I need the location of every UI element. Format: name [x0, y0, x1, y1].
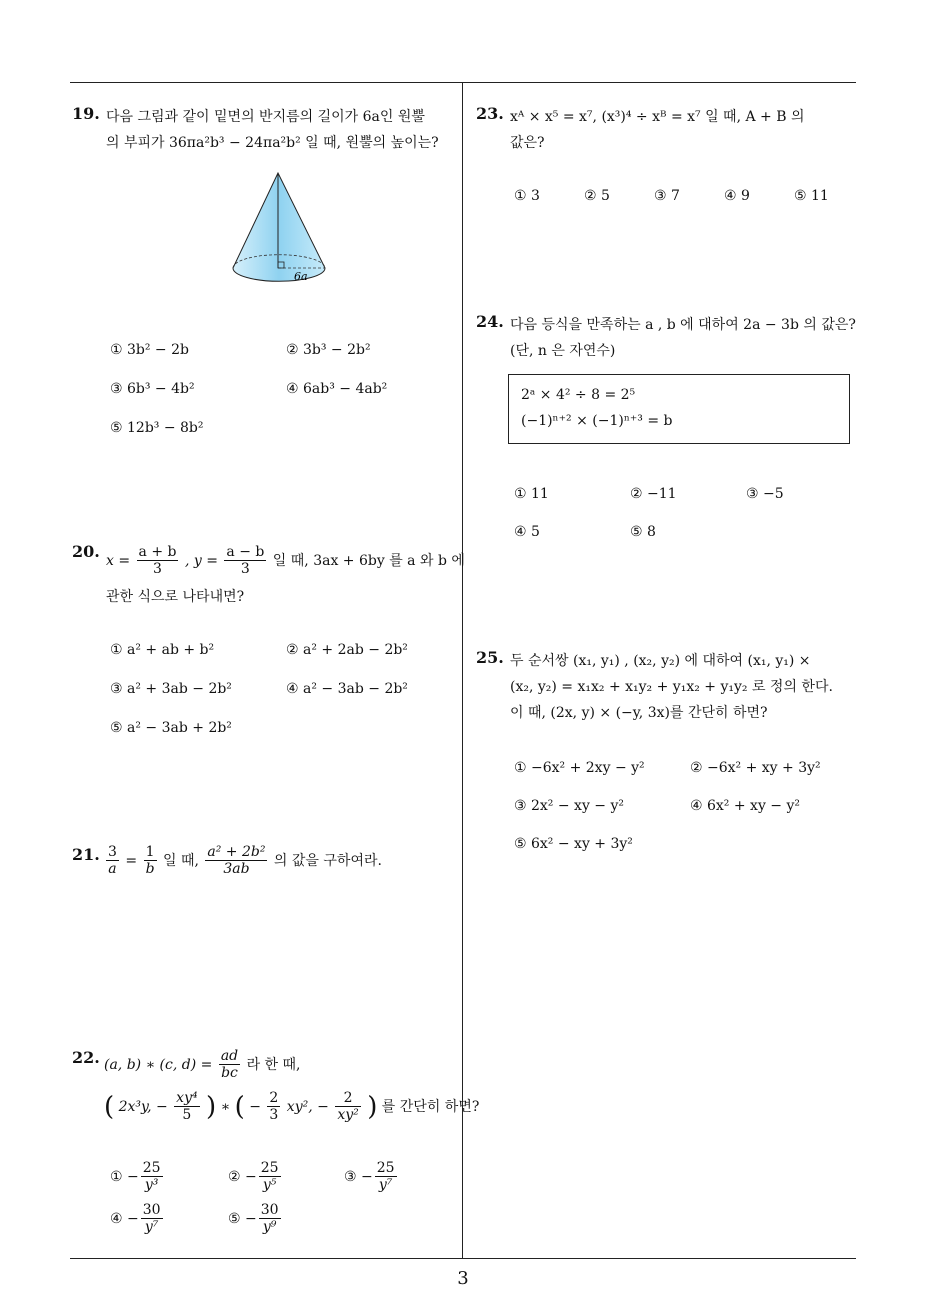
question-25-text-line2: (x₂, y₂) = x₁x₂ + x₁y₂ + y₁x₂ + y₁y₂ 로 정의 한다.	[510, 679, 833, 695]
question-23-text-line2: 값은?	[510, 135, 545, 151]
q24-equation-1: 2ᵃ × 4² ÷ 8 = 2⁵	[521, 387, 636, 403]
q19-option-3[interactable]: ③ 6b³ − 4b²	[110, 381, 195, 397]
question-20-text-line2: 관한 식으로 나타내면?	[106, 589, 245, 605]
frac-numerator: 25	[376, 1160, 395, 1176]
q21-tail: 의 값을 구하여라.	[273, 852, 382, 869]
q25-option-4[interactable]: ④ 6x² + xy − y²	[690, 798, 801, 814]
frac-numerator: a − b	[226, 544, 265, 560]
cone-figure	[226, 168, 336, 286]
question-23-number: 23.	[476, 104, 504, 123]
q25-option-5[interactable]: ⑤ 6x² − xy + 3y²	[514, 836, 633, 852]
question-19-text-line1: 다음 그림과 같이 밑면의 반지름의 길이가 6a인 원뿔	[106, 109, 425, 125]
q23-option-5[interactable]: ⑤ 11	[794, 188, 829, 204]
frac-denominator: y⁷	[141, 1218, 163, 1236]
q23-option-3[interactable]: ③ 7	[654, 188, 680, 204]
left-paren-2: (	[234, 1091, 245, 1122]
frac-denominator: 3	[269, 1107, 279, 1124]
question-24-number: 24.	[476, 312, 504, 331]
frac-denominator: 3	[137, 560, 179, 578]
question-25-text-line1: 두 순서쌍 (x₁, y₁) , (x₂, y₂) 에 대하여 (x₁, y₁) ×	[510, 653, 811, 669]
column-divider	[462, 83, 463, 1259]
page-number: 3	[457, 1268, 469, 1289]
q19-option-5[interactable]: ⑤ 12b³ − 8b²	[110, 420, 204, 436]
q22-option-5[interactable]	[228, 1202, 283, 1236]
frac-numerator: 2	[343, 1090, 353, 1106]
option-frac	[375, 1160, 397, 1194]
frac-denominator: y⁹	[259, 1218, 281, 1236]
frac-numerator: 3	[108, 844, 117, 860]
q23-option-4[interactable]: ④ 9	[724, 188, 750, 204]
q19-option-1[interactable]: ① 3b² − 2b	[110, 342, 189, 358]
frac-numerator: xy⁴	[176, 1090, 198, 1106]
frac-denominator: xy²	[337, 1107, 359, 1124]
frac-denominator: bc	[219, 1064, 240, 1082]
frac-denominator: 3ab	[205, 860, 267, 878]
q20-x-frac	[137, 544, 179, 578]
q20-option-3[interactable]: ③ a² + 3ab − 2b²	[110, 681, 232, 697]
q22-e2: −	[249, 1098, 261, 1115]
q22-e3-frac	[335, 1090, 360, 1124]
frac-denominator: 3	[224, 560, 266, 578]
q24-option-2[interactable]: ② −11	[630, 486, 677, 502]
question-21-number: 21.	[72, 845, 100, 864]
option-label: ② −	[228, 1168, 257, 1185]
question-19-text-line2: 의 부피가 36πa²b³ − 24πa²b² 일 때, 원뿔의 높이는?	[106, 135, 439, 151]
q19-option-2[interactable]: ② 3b³ − 2b²	[286, 342, 371, 358]
q22-def-tail: 라 한 때,	[246, 1056, 301, 1073]
right-paren-2: )	[367, 1091, 378, 1122]
q23-option-1[interactable]: ① 3	[514, 188, 540, 204]
frac-numerator: a² + 2b²	[207, 844, 266, 860]
q22-e2-frac	[267, 1090, 280, 1124]
question-24-text-line2: (단, n 은 자연수)	[510, 343, 616, 359]
frac-denominator: a	[106, 860, 119, 878]
question-24-text-line1: 다음 등식을 만족하는 a , b 에 대하여 2a − 3b 의 값은?	[510, 317, 856, 333]
q25-option-1[interactable]: ① −6x² + 2xy − y²	[514, 760, 645, 776]
q22-e2b: xy², −	[286, 1098, 329, 1115]
frac-denominator: y³	[141, 1176, 163, 1194]
q25-option-2[interactable]: ② −6x² + xy + 3y²	[690, 760, 821, 776]
q22-option-1[interactable]	[110, 1160, 165, 1194]
question-22-definition	[104, 1048, 301, 1082]
q25-option-3[interactable]: ③ 2x² − xy − y²	[514, 798, 625, 814]
frac-numerator: 1	[145, 844, 155, 860]
q22-e1-frac	[174, 1090, 199, 1124]
option-frac	[141, 1202, 163, 1236]
question-22-number: 22.	[72, 1048, 100, 1067]
right-paren-1: )	[206, 1091, 217, 1122]
question-22-expression	[104, 1090, 479, 1124]
q20-y-eq: , y =	[184, 552, 218, 569]
q21-eq: =	[125, 852, 138, 869]
option-label: ① −	[110, 1168, 139, 1185]
cone-radius-label: 6a	[294, 270, 308, 283]
question-25-number: 25.	[476, 648, 504, 667]
q20-option-1[interactable]: ① a² + ab + b²	[110, 642, 215, 658]
question-25-text-line3: 이 때, (2x, y) × (−y, 3x)를 간단히 하면?	[510, 705, 768, 721]
q22-e1: 2x³y, −	[118, 1098, 168, 1115]
q22-option-3[interactable]	[344, 1160, 399, 1194]
option-label: ③ −	[344, 1168, 373, 1185]
question-23-text-line1: xᴬ × x⁵ = x⁷, (x³)⁴ ÷ xᴮ = x⁷ 일 때, A + B 의	[510, 109, 805, 125]
question-21-text	[104, 844, 382, 878]
frac-numerator: 2	[269, 1090, 279, 1106]
q24-option-4[interactable]: ④ 5	[514, 524, 540, 540]
q24-option-3[interactable]: ③ −5	[746, 486, 784, 502]
bottom-rule	[70, 1258, 856, 1259]
option-label: ⑤ −	[228, 1210, 257, 1227]
q22-option-4[interactable]	[110, 1202, 165, 1236]
q20-y-frac	[224, 544, 266, 578]
frac-denominator: y⁵	[259, 1176, 281, 1194]
frac-numerator: 25	[260, 1160, 279, 1176]
q20-text-after: 일 때, 3ax + 6by 를 a 와 b 에	[272, 552, 465, 569]
q21-frac-1	[106, 844, 119, 878]
question-20-number: 20.	[72, 542, 100, 561]
q24-equation-box	[508, 374, 850, 444]
top-rule	[70, 82, 856, 83]
frac-numerator: 30	[142, 1202, 161, 1218]
q22-def-frac	[219, 1048, 240, 1082]
q22-expr-tail: 를 간단히 하면?	[381, 1098, 480, 1115]
frac-numerator: 30	[260, 1202, 279, 1218]
q24-option-5[interactable]: ⑤ 8	[630, 524, 656, 540]
q22-option-2[interactable]	[228, 1160, 283, 1194]
option-frac	[259, 1160, 281, 1194]
left-paren-1: (	[104, 1091, 115, 1122]
q20-x-eq: x =	[106, 552, 131, 569]
frac-denominator: y⁷	[375, 1176, 397, 1194]
option-frac	[141, 1160, 163, 1194]
option-label: ④ −	[110, 1210, 139, 1227]
q19-option-4[interactable]: ④ 6ab³ − 4ab²	[286, 381, 388, 397]
frac-denominator: 5	[174, 1106, 199, 1124]
q20-option-4[interactable]: ④ a² − 3ab − 2b²	[286, 681, 408, 697]
q20-option-5[interactable]: ⑤ a² − 3ab + 2b²	[110, 720, 232, 736]
q23-option-2[interactable]: ② 5	[584, 188, 610, 204]
frac-denominator: b	[145, 861, 155, 878]
q24-equation-2: (−1)ⁿ⁺² × (−1)ⁿ⁺³ = b	[521, 413, 673, 429]
q22-op: ∗	[220, 1098, 231, 1115]
q21-frac-3	[205, 844, 267, 878]
q21-mid: 일 때,	[162, 852, 199, 869]
option-frac	[259, 1202, 281, 1236]
frac-numerator: 25	[142, 1160, 161, 1176]
q20-option-2[interactable]: ② a² + 2ab − 2b²	[286, 642, 408, 658]
question-19-number: 19.	[72, 104, 100, 123]
q22-def-left: (a, b) ∗ (c, d) =	[104, 1056, 213, 1073]
question-20-text-line1	[106, 544, 465, 578]
frac-numerator: a + b	[138, 544, 177, 560]
frac-numerator: ad	[220, 1048, 239, 1064]
q24-option-1[interactable]: ① 11	[514, 486, 549, 502]
q21-frac-2	[144, 844, 157, 878]
